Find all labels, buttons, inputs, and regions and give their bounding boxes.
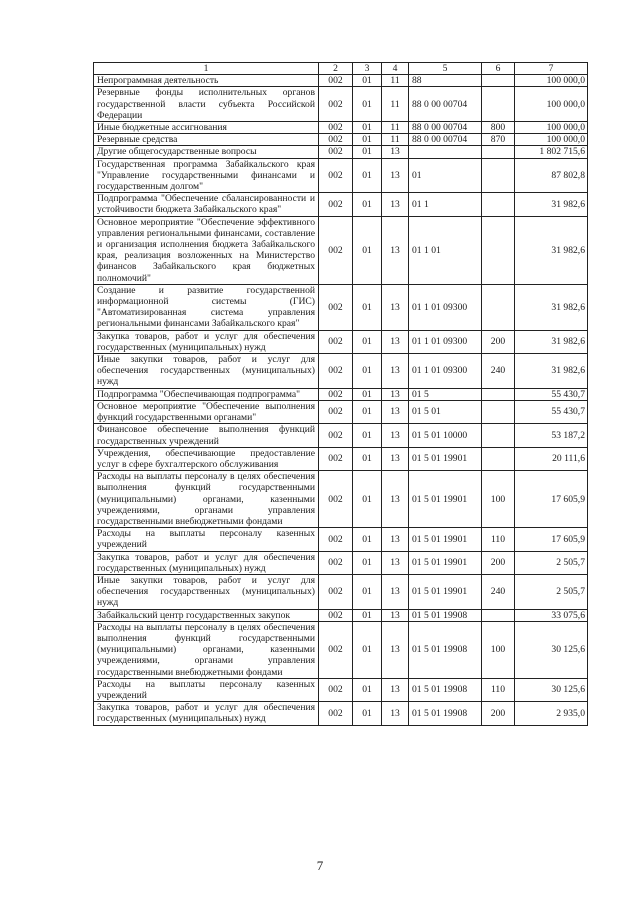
- header-row: [94, 63, 588, 75]
- ministry-code-cell: 002: [319, 87, 353, 122]
- target-article-cell: 88 0 00 00704: [409, 122, 482, 134]
- row-name-cell: Резервные средства: [94, 134, 319, 146]
- table-row: [94, 528, 588, 551]
- table-row: [94, 146, 588, 158]
- target-article-cell: 01 5 01 19908: [409, 678, 482, 701]
- table-row: [94, 551, 588, 574]
- header-cell-6: 6: [482, 63, 515, 75]
- table-row: [94, 621, 588, 678]
- target-article-cell: 01 1 01: [409, 216, 482, 284]
- row-name-cell: Подпрограмма "Обеспечение сбалансированности и устойчивости бюджета Забайкальского края": [94, 193, 319, 216]
- subsection-code-cell: 13: [382, 551, 409, 574]
- row-name-cell: Расходы на выплаты персоналу в целях обеспечения выполнения функций государственными (муниципальными) органами, казенными учреждениями, органами управления государственными внебюджетными фондами: [94, 621, 319, 678]
- subsection-code-cell: 11: [382, 122, 409, 134]
- subsection-code-cell: 13: [382, 424, 409, 447]
- amount-cell: 55 430,7: [515, 400, 588, 423]
- section-code-cell: 01: [353, 551, 382, 574]
- section-code-cell: 01: [353, 216, 382, 284]
- amount-cell: 53 187,2: [515, 424, 588, 447]
- amount-cell: 31 982,6: [515, 354, 588, 389]
- row-name-cell: Иные закупки товаров, работ и услуг для обеспечения государственных (муниципальных) нужд: [94, 574, 319, 609]
- expense-type-cell: 870: [482, 134, 515, 146]
- subsection-code-cell: 13: [382, 702, 409, 725]
- expense-type-cell: 240: [482, 354, 515, 389]
- row-name-cell: Закупка товаров, работ и услуг для обеспечения государственных (муниципальных) нужд: [94, 551, 319, 574]
- ministry-code-cell: 002: [319, 551, 353, 574]
- row-name-cell: Закупка товаров, работ и услуг для обеспечения государственных (муниципальных) нужд: [94, 702, 319, 725]
- ministry-code-cell: 002: [319, 330, 353, 353]
- section-code-cell: 01: [353, 574, 382, 609]
- target-article-cell: 88: [409, 75, 482, 87]
- expense-type-cell: [482, 609, 515, 621]
- table-row: [94, 75, 588, 87]
- row-name-cell: Забайкальский центр государственных закупок: [94, 609, 319, 621]
- table-row: [94, 158, 588, 193]
- amount-cell: 100 000,0: [515, 75, 588, 87]
- expense-type-cell: [482, 447, 515, 470]
- amount-cell: 33 075,6: [515, 609, 588, 621]
- section-code-cell: 01: [353, 702, 382, 725]
- ministry-code-cell: 002: [319, 75, 353, 87]
- target-article-cell: 01: [409, 158, 482, 193]
- expense-type-cell: [482, 158, 515, 193]
- amount-cell: 31 982,6: [515, 330, 588, 353]
- section-code-cell: 01: [353, 400, 382, 423]
- section-code-cell: 01: [353, 678, 382, 701]
- expense-type-cell: [482, 400, 515, 423]
- table-row: [94, 388, 588, 400]
- ministry-code-cell: 002: [319, 193, 353, 216]
- ministry-code-cell: 002: [319, 216, 353, 284]
- table-row: [94, 216, 588, 284]
- expense-type-cell: [482, 424, 515, 447]
- row-name-cell: Резервные фонды исполнительных органов государственной власти субъекта Российской Федерации: [94, 87, 319, 122]
- amount-cell: 55 430,7: [515, 388, 588, 400]
- section-code-cell: 01: [353, 75, 382, 87]
- expense-type-cell: 100: [482, 621, 515, 678]
- target-article-cell: 01 1: [409, 193, 482, 216]
- amount-cell: 17 605,9: [515, 471, 588, 528]
- amount-cell: 31 982,6: [515, 216, 588, 284]
- row-name-cell: Подпрограмма "Обеспечивающая подпрограмма": [94, 388, 319, 400]
- row-name-cell: Основное мероприятие "Обеспечение эффективного управления региональными финансами, составление и организация исполнения бюджета Забайкальского края, реализация возложенных на Министерство финансов Забайкальского края бюджетных полномочий": [94, 216, 319, 284]
- table-row: [94, 87, 588, 122]
- ministry-code-cell: 002: [319, 388, 353, 400]
- table-row: [94, 471, 588, 528]
- amount-cell: 2 505,7: [515, 574, 588, 609]
- section-code-cell: 01: [353, 354, 382, 389]
- section-code-cell: 01: [353, 528, 382, 551]
- amount-cell: 17 605,9: [515, 528, 588, 551]
- target-article-cell: 01 5: [409, 388, 482, 400]
- subsection-code-cell: 13: [382, 388, 409, 400]
- ministry-code-cell: 002: [319, 158, 353, 193]
- expense-type-cell: [482, 284, 515, 330]
- subsection-code-cell: 13: [382, 609, 409, 621]
- subsection-code-cell: 11: [382, 75, 409, 87]
- ministry-code-cell: 002: [319, 574, 353, 609]
- subsection-code-cell: 13: [382, 621, 409, 678]
- section-code-cell: 01: [353, 447, 382, 470]
- target-article-cell: 01 5 01 19908: [409, 609, 482, 621]
- amount-cell: 20 111,6: [515, 447, 588, 470]
- ministry-code-cell: 002: [319, 447, 353, 470]
- expense-type-cell: 200: [482, 330, 515, 353]
- target-article-cell: 01 5 01 19901: [409, 551, 482, 574]
- subsection-code-cell: 13: [382, 216, 409, 284]
- header-cell-2: 2: [319, 63, 353, 75]
- row-name-cell: Закупка товаров, работ и услуг для обеспечения государственных (муниципальных) нужд: [94, 330, 319, 353]
- row-name-cell: Государственная программа Забайкальского края "Управление государственными финансами и государственным долгом": [94, 158, 319, 193]
- table-row: [94, 424, 588, 447]
- header-cell-7: 7: [515, 63, 588, 75]
- row-name-cell: Иные бюджетные ассигнования: [94, 122, 319, 134]
- row-name-cell: Финансовое обеспечение выполнения функций государственных учреждений: [94, 424, 319, 447]
- table-row: [94, 574, 588, 609]
- target-article-cell: 01 5 01: [409, 400, 482, 423]
- target-article-cell: 88 0 00 00704: [409, 134, 482, 146]
- section-code-cell: 01: [353, 330, 382, 353]
- table-row: [94, 447, 588, 470]
- expense-type-cell: 110: [482, 528, 515, 551]
- amount-cell: 30 125,6: [515, 621, 588, 678]
- header-cell-5: 5: [409, 63, 482, 75]
- header-cell-1: 1: [94, 63, 319, 75]
- subsection-code-cell: 13: [382, 354, 409, 389]
- table-row: [94, 134, 588, 146]
- amount-cell: 87 802,8: [515, 158, 588, 193]
- table-row: [94, 284, 588, 330]
- section-code-cell: 01: [353, 87, 382, 122]
- amount-cell: 100 000,0: [515, 134, 588, 146]
- table-row: [94, 702, 588, 725]
- subsection-code-cell: 13: [382, 528, 409, 551]
- target-article-cell: 01 1 01 09300: [409, 284, 482, 330]
- target-article-cell: 01 5 01 19908: [409, 621, 482, 678]
- subsection-code-cell: 13: [382, 574, 409, 609]
- target-article-cell: 88 0 00 00704: [409, 87, 482, 122]
- subsection-code-cell: 13: [382, 330, 409, 353]
- subsection-code-cell: 13: [382, 146, 409, 158]
- subsection-code-cell: 13: [382, 447, 409, 470]
- expense-type-cell: [482, 87, 515, 122]
- expense-type-cell: 110: [482, 678, 515, 701]
- expense-type-cell: 200: [482, 702, 515, 725]
- table-row: [94, 609, 588, 621]
- ministry-code-cell: 002: [319, 122, 353, 134]
- subsection-code-cell: 11: [382, 134, 409, 146]
- subsection-code-cell: 11: [382, 87, 409, 122]
- ministry-code-cell: 002: [319, 284, 353, 330]
- subsection-code-cell: 13: [382, 400, 409, 423]
- amount-cell: 100 000,0: [515, 122, 588, 134]
- ministry-code-cell: 002: [319, 146, 353, 158]
- target-article-cell: 01 5 01 19901: [409, 528, 482, 551]
- ministry-code-cell: 002: [319, 528, 353, 551]
- target-article-cell: 01 5 01 19908: [409, 702, 482, 725]
- amount-cell: 31 982,6: [515, 284, 588, 330]
- section-code-cell: 01: [353, 388, 382, 400]
- target-article-cell: 01 5 01 19901: [409, 447, 482, 470]
- target-article-cell: 01 1 01 09300: [409, 330, 482, 353]
- expense-type-cell: [482, 146, 515, 158]
- section-code-cell: 01: [353, 609, 382, 621]
- expense-type-cell: [482, 75, 515, 87]
- amount-cell: 2 505,7: [515, 551, 588, 574]
- section-code-cell: 01: [353, 621, 382, 678]
- ministry-code-cell: 002: [319, 609, 353, 621]
- amount-cell: 1 802 715,6: [515, 146, 588, 158]
- row-name-cell: Расходы на выплаты персоналу в целях обеспечения выполнения функций государственными (муниципальными) органами, казенными учреждениями, органами управления государственными внебюджетными фондами: [94, 471, 319, 528]
- table-row: [94, 400, 588, 423]
- amount-cell: 2 935,0: [515, 702, 588, 725]
- expense-type-cell: 240: [482, 574, 515, 609]
- subsection-code-cell: 13: [382, 158, 409, 193]
- ministry-code-cell: 002: [319, 134, 353, 146]
- expense-type-cell: [482, 388, 515, 400]
- table-row: [94, 678, 588, 701]
- ministry-code-cell: 002: [319, 471, 353, 528]
- row-name-cell: Основное мероприятие "Обеспечение выполнения функций государственными органами": [94, 400, 319, 423]
- header-cell-3: 3: [353, 63, 382, 75]
- table-row: [94, 122, 588, 134]
- table-row: [94, 354, 588, 389]
- table-row: [94, 193, 588, 216]
- ministry-code-cell: 002: [319, 424, 353, 447]
- target-article-cell: 01 5 01 10000: [409, 424, 482, 447]
- row-name-cell: Учреждения, обеспечивающие предоставление услуг в сфере бухгалтерского обслуживания: [94, 447, 319, 470]
- row-name-cell: Другие общегосударственные вопросы: [94, 146, 319, 158]
- expense-type-cell: 100: [482, 471, 515, 528]
- expense-type-cell: 200: [482, 551, 515, 574]
- section-code-cell: 01: [353, 284, 382, 330]
- subsection-code-cell: 13: [382, 678, 409, 701]
- row-name-cell: Расходы на выплаты персоналу казенных учреждений: [94, 528, 319, 551]
- section-code-cell: 01: [353, 158, 382, 193]
- subsection-code-cell: 13: [382, 284, 409, 330]
- subsection-code-cell: 13: [382, 471, 409, 528]
- expense-type-cell: [482, 216, 515, 284]
- target-article-cell: [409, 146, 482, 158]
- row-name-cell: Создание и развитие государственной информационной системы (ГИС) "Автоматизированная система управления региональными финансами Забайкальского края": [94, 284, 319, 330]
- expense-type-cell: 800: [482, 122, 515, 134]
- expense-type-cell: [482, 193, 515, 216]
- section-code-cell: 01: [353, 471, 382, 528]
- row-name-cell: Иные закупки товаров, работ и услуг для обеспечения государственных (муниципальных) нужд: [94, 354, 319, 389]
- ministry-code-cell: 002: [319, 678, 353, 701]
- amount-cell: 31 982,6: [515, 193, 588, 216]
- ministry-code-cell: 002: [319, 400, 353, 423]
- budget-table: [93, 62, 588, 726]
- section-code-cell: 01: [353, 134, 382, 146]
- target-article-cell: 01 5 01 19901: [409, 574, 482, 609]
- page-number: 7: [316, 858, 324, 873]
- row-name-cell: Расходы на выплаты персоналу казенных учреждений: [94, 678, 319, 701]
- target-article-cell: 01 1 01 09300: [409, 354, 482, 389]
- ministry-code-cell: 002: [319, 354, 353, 389]
- amount-cell: 30 125,6: [515, 678, 588, 701]
- target-article-cell: 01 5 01 19901: [409, 471, 482, 528]
- ministry-code-cell: 002: [319, 621, 353, 678]
- row-name-cell: Непрограммная деятельность: [94, 75, 319, 87]
- section-code-cell: 01: [353, 193, 382, 216]
- ministry-code-cell: 002: [319, 702, 353, 725]
- table-row: [94, 330, 588, 353]
- section-code-cell: 01: [353, 122, 382, 134]
- section-code-cell: 01: [353, 146, 382, 158]
- subsection-code-cell: 13: [382, 193, 409, 216]
- section-code-cell: 01: [353, 424, 382, 447]
- header-cell-4: 4: [382, 63, 409, 75]
- amount-cell: 100 000,0: [515, 87, 588, 122]
